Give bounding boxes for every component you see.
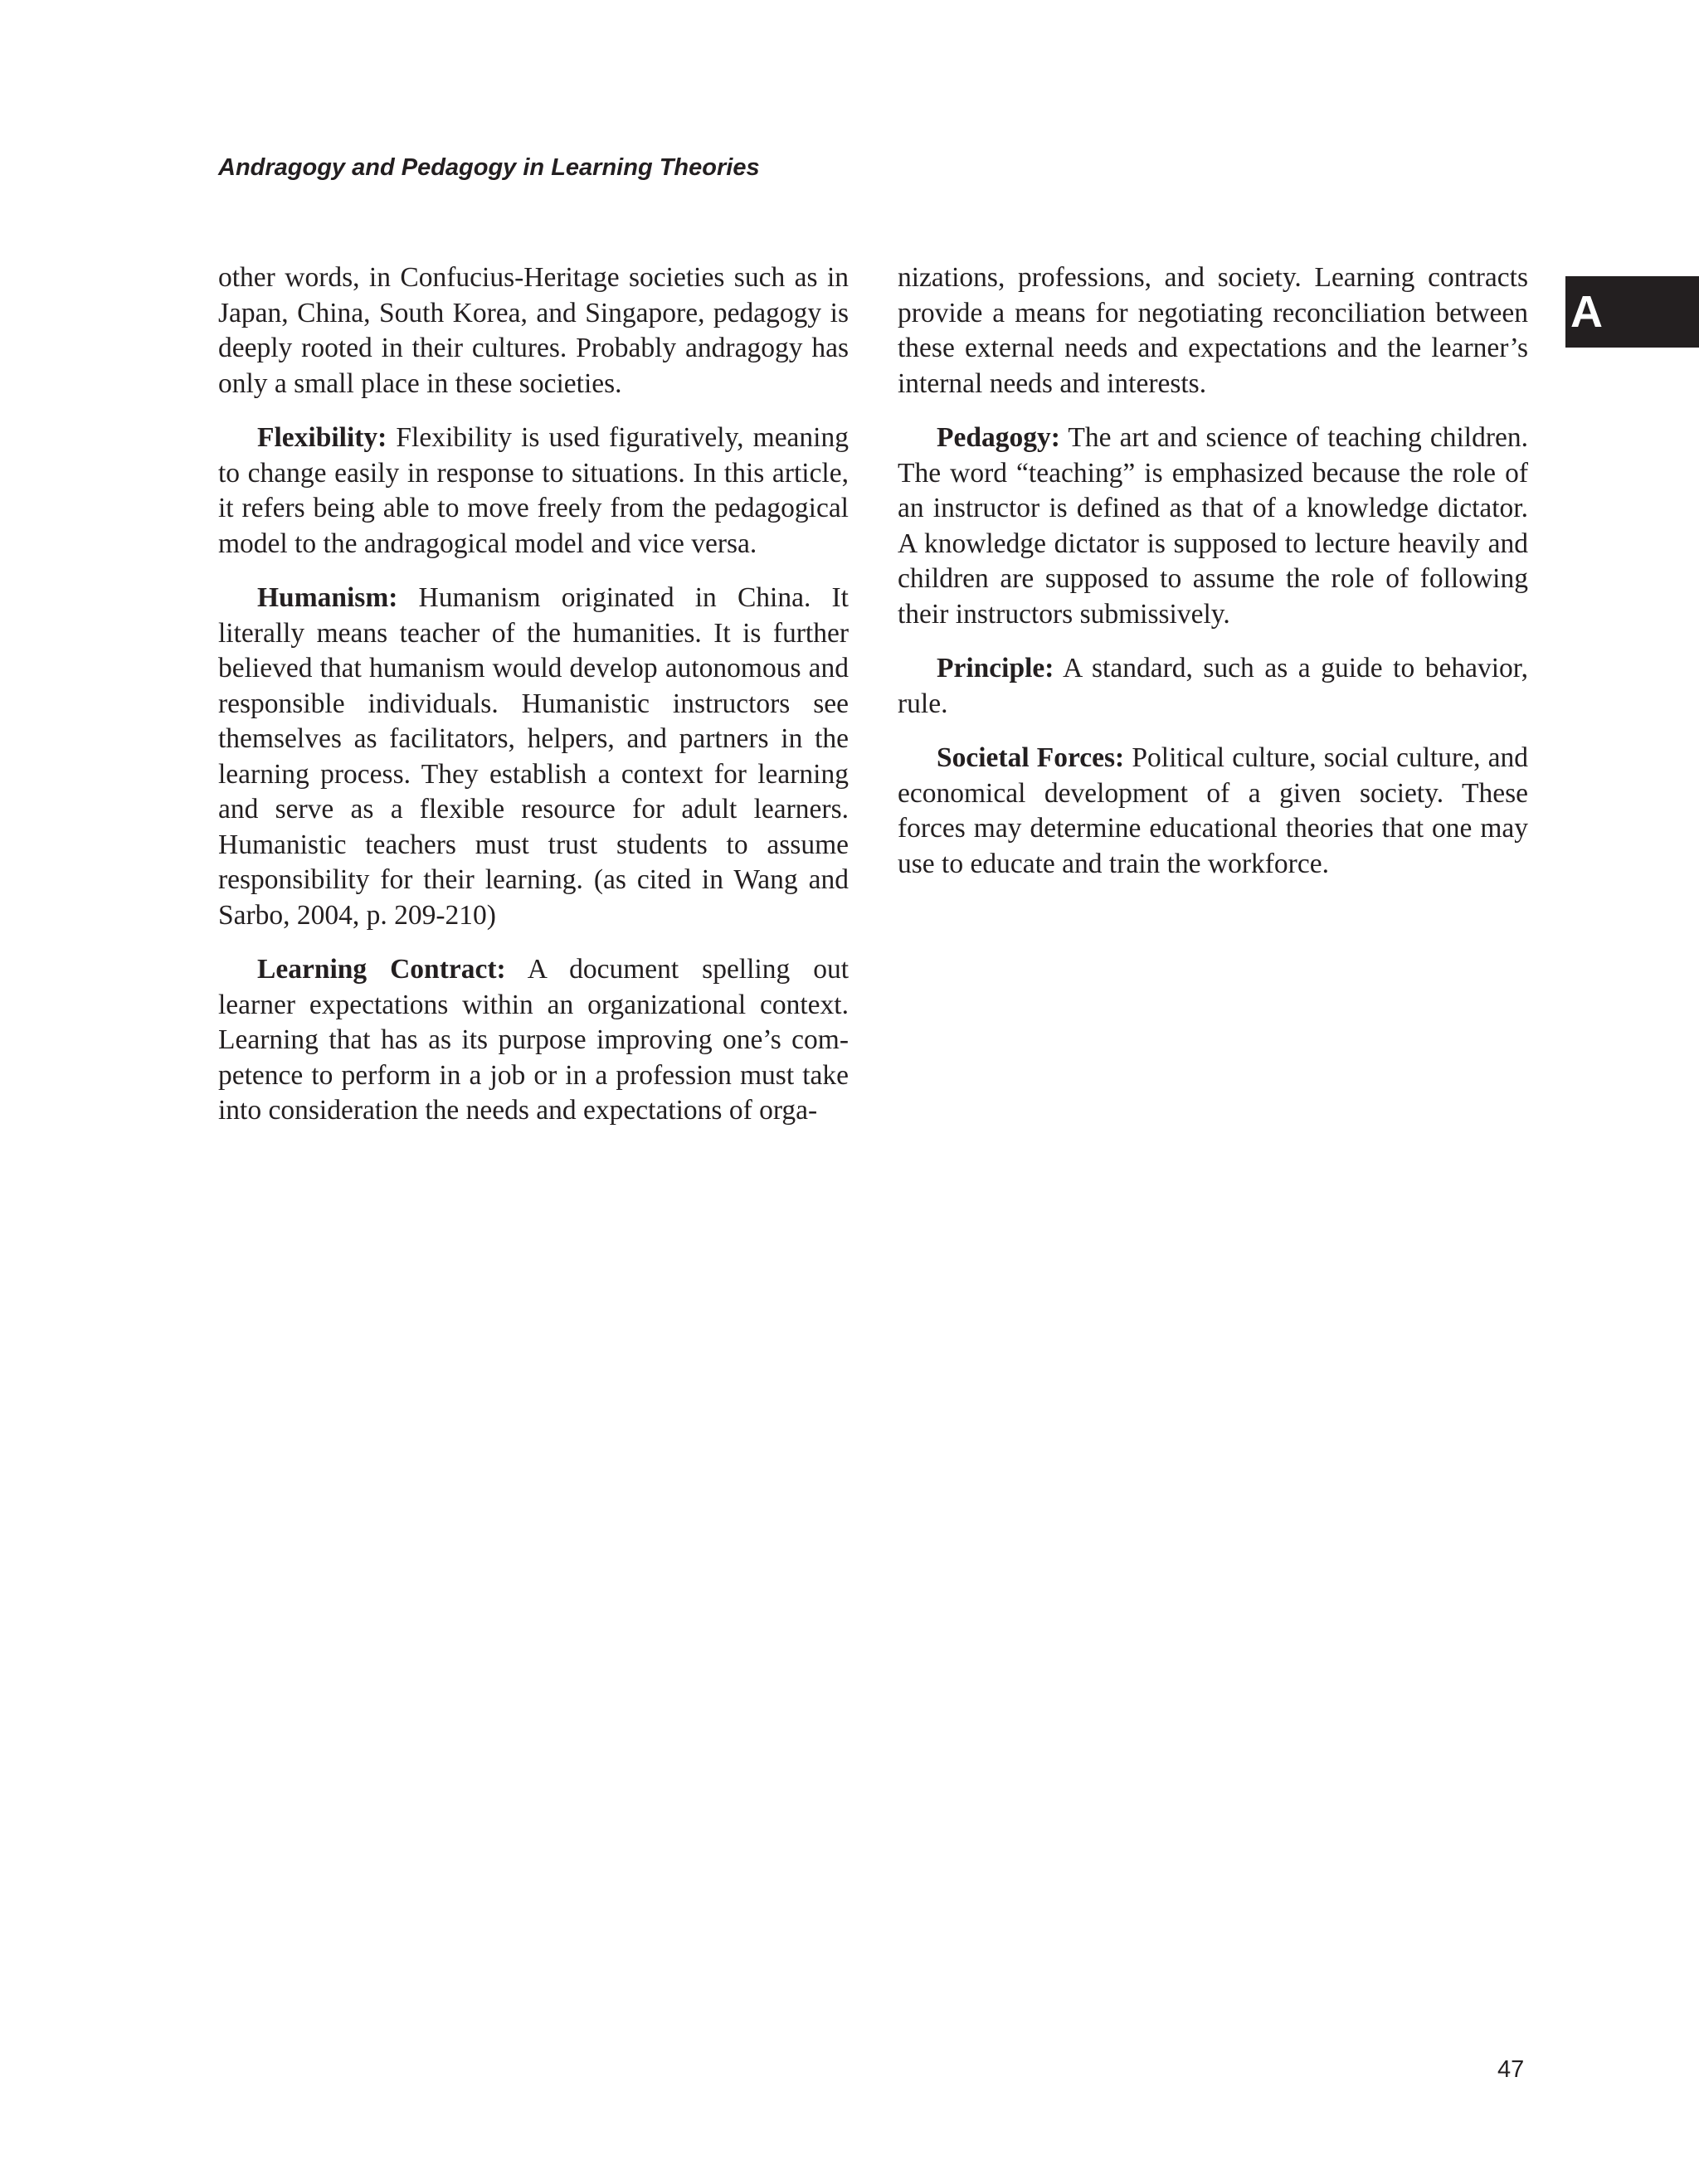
humanism-entry [218, 581, 849, 933]
right-column [898, 260, 1528, 901]
section-letter-tab: A [1565, 276, 1699, 348]
humanism-definition: Humanism originated in China. It literally means teacher of the humanities. It is further believed that humanism would develop autonomous and responsible individuals. Humanistic instructors see themselves as facilitators, helpers, and partners in the learning process. They establish a context for learning and serve as a flexible resource for adult learners. Humanistic teachers must trust students to assume responsibility for their learning. (as cited in Wang and Sarbo, 2004, p. 209-210) [218, 582, 849, 931]
flexibility-entry [218, 421, 849, 562]
pedagogy-entry [898, 421, 1528, 632]
learning-contract-term: Learning Contract: [257, 954, 506, 985]
page-number: 47 [1497, 2056, 1525, 2083]
intro-paragraph: other words, in Confucius-Heritage societies such as in Japan, China, South Korea, and Singapore, pedagogy is deeply rooted in their cultures. Probably andragogy has only a small place in these societies. [218, 262, 849, 399]
flexibility-term: Flexibility: [257, 422, 387, 453]
humanism-term: Humanism: [257, 582, 398, 613]
learning-contract-definition: A document spelling out learner expectations within an organizational context. Learning that has as its purpose improving one’s competence to perform in a job or in a profession must take into consideration the needs and expectations of orga- [218, 954, 850, 1126]
principle-term: Principle: [937, 653, 1054, 683]
pedagogy-definition: The art and science of teaching children. The word “teaching” is emphasized because the role of an instructor is defined as that of a knowledge dictator. A knowledge dictator is supposed to lecture heavily and children are supposed to assume the role of following their instructors submissively. [898, 422, 1528, 630]
societal-forces-definition: Political culture, social culture, and economical development of a given society. These forces may determine educational theories that one may use to educate and train the workforce. [898, 742, 1528, 879]
pedagogy-term: Pedagogy: [937, 422, 1060, 453]
learning-contract-entry [218, 952, 849, 1129]
societal-forces-entry [898, 741, 1528, 882]
principle-entry [898, 651, 1528, 722]
running-header: Andragogy and Pedagogy in Learning Theories [218, 154, 760, 181]
continuation-paragraph: nizations, professions, and society. Learning contracts provide a means for negotiating reconciliation between these external needs and expectations and the learner’s internal needs and interests. [898, 262, 1528, 399]
flexibility-definition: Flexibility is used figuratively, meaning to change easily in response to situations. In this article, it refers being able to move freely from the pedagogical model to the andragogical model and vice versa. [218, 422, 849, 559]
societal-forces-term: Societal Forces: [937, 742, 1125, 773]
left-column [218, 260, 849, 1148]
principle-definition: A standard, such as a guide to behavior, rule. [898, 653, 1528, 719]
